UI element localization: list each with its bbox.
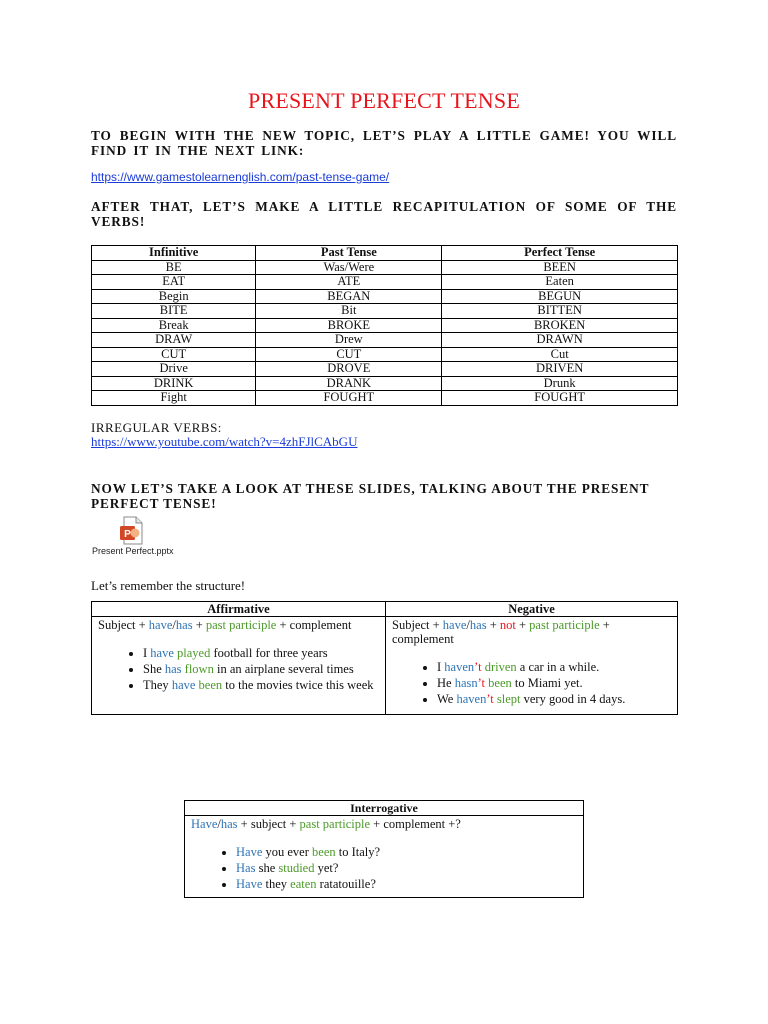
table-cell: Drunk	[442, 376, 678, 391]
table-cell: Break	[92, 318, 256, 333]
table-cell: Fight	[92, 391, 256, 406]
list-item: • We haven’t slept very good in 4 days.	[437, 692, 671, 706]
table-cell: DRANK	[256, 376, 442, 391]
game-link[interactable]: https://www.gamestolearnenglish.com/past-tense-game/	[91, 170, 390, 184]
table-row	[92, 260, 678, 275]
interrogative-table	[184, 800, 584, 898]
list-item: • Has she studied yet?	[236, 861, 577, 875]
table-row	[92, 275, 678, 290]
table-cell: Cut	[442, 347, 678, 362]
table-row	[92, 318, 678, 333]
table-cell: Was/Were	[256, 260, 442, 275]
table-cell: BITE	[92, 304, 256, 319]
table-cell: Bit	[256, 304, 442, 319]
list-item: • She has flown in an airplane several times	[143, 662, 379, 676]
table-cell: BROKE	[256, 318, 442, 333]
list-item: • He hasn’t been to Miami yet.	[437, 676, 671, 690]
list-item: • Have they eaten ratatouille?	[236, 877, 577, 891]
table-cell: FOUGHT	[442, 391, 678, 406]
affirmative-cell	[92, 617, 386, 715]
header-perfect-tense: Perfect Tense	[442, 246, 678, 261]
table-cell: BE	[92, 260, 256, 275]
table-cell: Drew	[256, 333, 442, 348]
table-cell: EAT	[92, 275, 256, 290]
slides-heading: NOW LET’S TAKE A LOOK AT THESE SLIDES, TALKING ABOUT THE PRESENT PERFECT TENSE!	[91, 481, 650, 511]
table-cell: CUT	[256, 347, 442, 362]
table-cell: CUT	[92, 347, 256, 362]
affirmative-header: Affirmative	[92, 602, 386, 617]
powerpoint-file-icon	[120, 516, 144, 546]
negative-cell	[386, 617, 678, 715]
verbs-table-header-row	[92, 246, 678, 261]
table-cell: Begin	[92, 289, 256, 304]
affirmative-examples	[98, 646, 379, 692]
list-item: • Have you ever been to Italy?	[236, 845, 577, 859]
header-infinitive: Infinitive	[92, 246, 256, 261]
table-cell: DROVE	[256, 362, 442, 377]
table-cell: DRINK	[92, 376, 256, 391]
attachment-filename: Present Perfect.pptx	[92, 546, 174, 556]
table-cell: Drive	[92, 362, 256, 377]
negative-header: Negative	[386, 602, 678, 617]
table-cell: ATE	[256, 275, 442, 290]
list-item: • They have been to the movies twice this week	[143, 678, 379, 692]
structure-intro: Let’s remember the structure!	[91, 578, 246, 593]
table-row	[92, 391, 678, 406]
table-cell: BEEN	[442, 260, 678, 275]
table-row	[92, 347, 678, 362]
interrogative-header: Interrogative	[185, 801, 584, 816]
table-cell: BITTEN	[442, 304, 678, 319]
recap-text: AFTER THAT, LET’S MAKE A LITTLE RECAPITULATION OF SOME OF THE VERBS!	[91, 199, 677, 229]
list-item: • I haven’t driven a car in a while.	[437, 660, 671, 674]
table-cell: DRAW	[92, 333, 256, 348]
intro-text: TO BEGIN WITH THE NEW TOPIC, LET’S PLAY A LITTLE GAME! YOU WILL FIND IT IN THE NEXT LINK:	[91, 128, 677, 158]
interrogative-formula: Have/has + subject + past participle + complement +?	[191, 817, 461, 831]
table-row	[92, 333, 678, 348]
table-cell: Eaten	[442, 275, 678, 290]
table-cell: FOUGHT	[256, 391, 442, 406]
structure-table	[91, 601, 678, 715]
affirmative-formula: Subject + have/has + past participle + complement	[98, 618, 352, 632]
svg-text:P: P	[124, 529, 131, 540]
interrogative-cell	[185, 816, 584, 898]
table-cell: BEGUN	[442, 289, 678, 304]
negative-examples	[392, 660, 671, 706]
table-cell: BROKEN	[442, 318, 678, 333]
list-item: • I have played football for three years	[143, 646, 379, 660]
verbs-table	[91, 245, 678, 406]
table-row	[92, 289, 678, 304]
table-row	[92, 362, 678, 377]
youtube-link[interactable]: https://www.youtube.com/watch?v=4zhFJlCAbGU	[91, 434, 358, 449]
table-cell: DRIVEN	[442, 362, 678, 377]
negative-formula: Subject + have/has + not + past participle + complement	[392, 618, 610, 646]
table-row	[92, 304, 678, 319]
table-row	[92, 376, 678, 391]
irregular-verbs-label: IRREGULAR VERBS:	[91, 420, 222, 435]
header-past-tense: Past Tense	[256, 246, 442, 261]
interrogative-examples	[191, 845, 577, 891]
page-title: PRESENT PERFECT TENSE	[248, 88, 520, 113]
table-cell: DRAWN	[442, 333, 678, 348]
table-cell: BEGAN	[256, 289, 442, 304]
